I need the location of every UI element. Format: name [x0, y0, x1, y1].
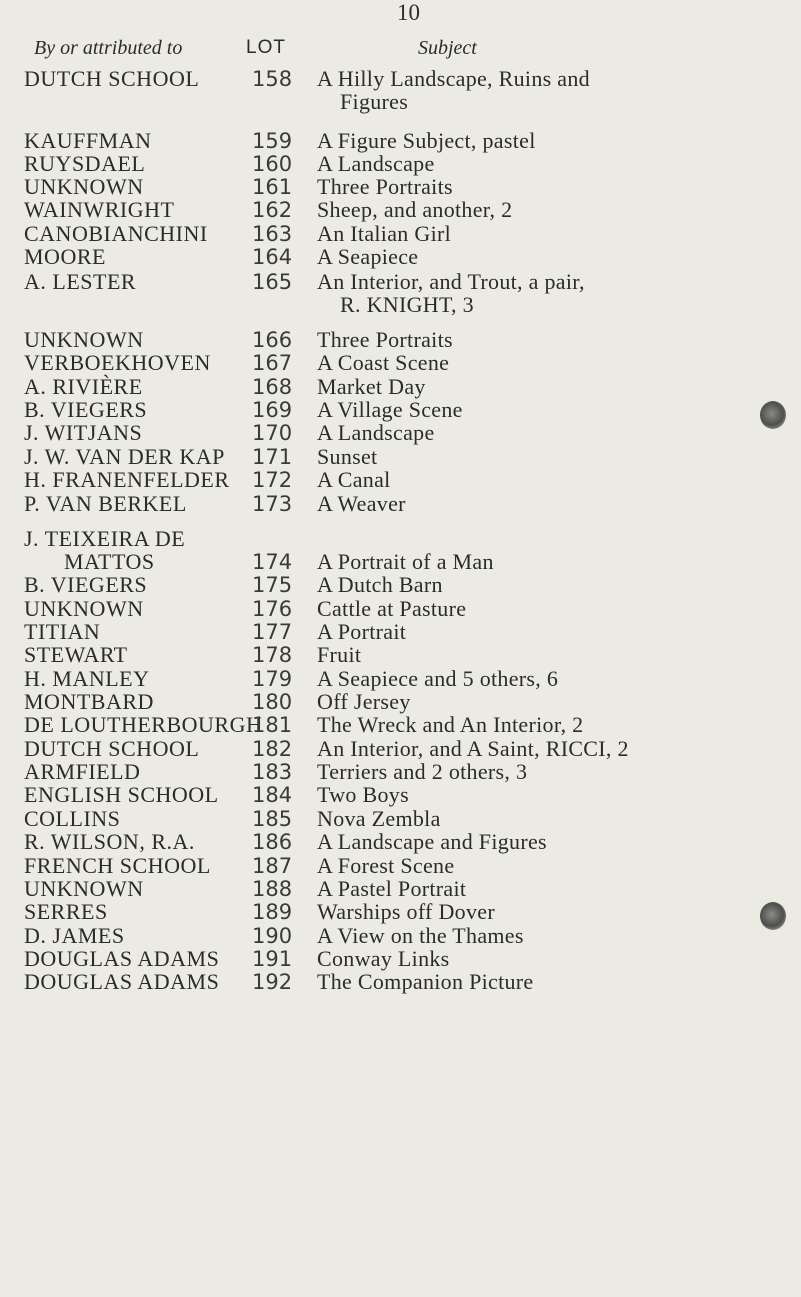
lot-number: 173 — [252, 492, 293, 516]
subject-column-header: Subject — [418, 37, 477, 59]
lot-number: 189 — [252, 900, 293, 924]
lot-number: 182 — [252, 737, 293, 761]
lot-number: 159 — [252, 129, 293, 153]
lot-column-header: LOT — [246, 37, 286, 58]
table-row — [0, 197, 801, 223]
artist-name: B. VIEGERS — [24, 397, 148, 422]
lot-number: 178 — [252, 643, 293, 667]
artist-name: A. RIVIÈRE — [24, 374, 143, 399]
table-row — [0, 491, 801, 517]
subject-title: A Seapiece — [317, 244, 419, 269]
lot-number: 175 — [252, 573, 293, 597]
lot-number: 188 — [252, 877, 293, 901]
artist-name: VERBOEKHOVEN — [24, 350, 211, 375]
lot-number: 170 — [252, 421, 293, 445]
table-row — [0, 572, 801, 598]
artist-name: COLLINS — [24, 806, 121, 831]
artist-name: P. VAN BERKEL — [24, 491, 187, 516]
subject-title: Sunset — [317, 444, 378, 469]
lot-number: 166 — [252, 328, 293, 352]
subject-title: An Italian Girl — [317, 221, 452, 246]
artist-name: UNKNOWN — [24, 174, 144, 199]
lot-number: 184 — [252, 783, 293, 807]
lot-number: 187 — [252, 854, 293, 878]
subject-title: An Interior, and Trout, a pair, — [317, 269, 585, 294]
lot-number: 185 — [252, 807, 293, 831]
lot-number: 165 — [252, 270, 293, 294]
subject-title: A Pastel Portrait — [317, 876, 467, 901]
artist-name: FRENCH SCHOOL — [24, 853, 211, 878]
subject-title: The Wreck and An Interior, 2 — [317, 712, 584, 737]
table-row — [0, 782, 801, 808]
binding-hole-lower — [760, 902, 786, 930]
artist-name: MONTBARD — [24, 689, 154, 714]
lot-number: 186 — [252, 830, 293, 854]
lot-number: 191 — [252, 947, 293, 971]
artist-name: TITIAN — [24, 619, 101, 644]
artist-name: KAUFFMAN — [24, 128, 152, 153]
artist-name: UNKNOWN — [24, 596, 144, 621]
binding-hole-upper — [760, 401, 786, 429]
subject-title: A Hilly Landscape, Ruins and — [317, 66, 590, 91]
subject-title: Three Portraits — [317, 327, 453, 352]
subject-title: A Village Scene — [317, 397, 463, 422]
lot-number: 181 — [252, 713, 293, 737]
subject-title: A Seapiece and 5 others, 6 — [317, 666, 559, 691]
artist-name: UNKNOWN — [24, 327, 144, 352]
artist-name: WAINWRIGHT — [24, 197, 175, 222]
subject-title: A Landscape — [317, 151, 435, 176]
artist-name: CANOBIANCHINI — [24, 221, 208, 246]
subject-title: Sheep, and another, 2 — [317, 197, 513, 222]
artist-name: DE LOUTHERBOURGH — [24, 712, 263, 737]
lot-number: 174 — [252, 550, 293, 574]
table-row — [0, 420, 801, 446]
artist-name: DUTCH SCHOOL — [24, 66, 200, 91]
table-row — [0, 712, 801, 738]
subject-title: A Figure Subject, pastel — [317, 128, 536, 153]
subject-title: Conway Links — [317, 946, 450, 971]
subject-continuation: Figures — [340, 89, 409, 114]
subject-title: A Forest Scene — [317, 853, 455, 878]
lot-number: 180 — [252, 690, 293, 714]
table-row-continuation — [0, 292, 801, 318]
lot-number: 167 — [252, 351, 293, 375]
lot-number: 158 — [252, 67, 293, 91]
table-row — [0, 467, 801, 493]
subject-title: A View on the Thames — [317, 923, 524, 948]
lot-number: 161 — [252, 175, 293, 199]
subject-title: A Dutch Barn — [317, 572, 443, 597]
lot-number: 163 — [252, 222, 293, 246]
subject-continuation: R. KNIGHT, 3 — [340, 292, 474, 317]
artist-name: MATTOS — [64, 549, 155, 574]
subject-title: A Landscape — [317, 420, 435, 445]
lot-number: 192 — [252, 970, 293, 994]
subject-title: Warships off Dover — [317, 899, 495, 924]
subject-title: The Companion Picture — [317, 969, 534, 994]
lot-number: 176 — [252, 597, 293, 621]
subject-title: Market Day — [317, 374, 426, 399]
artist-name: DUTCH SCHOOL — [24, 736, 200, 761]
artist-name: ARMFIELD — [24, 759, 141, 784]
subject-title: Off Jersey — [317, 689, 411, 714]
table-row — [0, 642, 801, 668]
table-row — [0, 244, 801, 270]
subject-title: Terriers and 2 others, 3 — [317, 759, 528, 784]
lot-number: 164 — [252, 245, 293, 269]
artist-name: J. W. VAN DER KAP — [24, 444, 225, 469]
lot-number: 171 — [252, 445, 293, 469]
lot-number: 179 — [252, 667, 293, 691]
artist-name: ENGLISH SCHOOL — [24, 782, 219, 807]
artist-column-header: By or attributed to — [34, 37, 183, 59]
lot-number: 190 — [252, 924, 293, 948]
subject-title: Fruit — [317, 642, 362, 667]
lot-number: 169 — [252, 398, 293, 422]
artist-name: R. WILSON, R.A. — [24, 829, 195, 854]
subject-title: A Coast Scene — [317, 350, 450, 375]
subject-title: A Portrait — [317, 619, 407, 644]
subject-title: A Canal — [317, 467, 391, 492]
artist-name: RUYSDAEL — [24, 151, 146, 176]
lot-number: 160 — [252, 152, 293, 176]
lot-number: 162 — [252, 198, 293, 222]
artist-name: A. LESTER — [24, 269, 137, 294]
artist-name: D. JAMES — [24, 923, 125, 948]
lot-number: 172 — [252, 468, 293, 492]
artist-name: B. VIEGERS — [24, 572, 148, 597]
artist-name: SERRES — [24, 899, 108, 924]
subject-title: A Portrait of a Man — [317, 549, 494, 574]
artist-name: DOUGLAS ADAMS — [24, 946, 220, 971]
artist-name: MOORE — [24, 244, 106, 269]
table-row — [0, 969, 801, 995]
artist-name: UNKNOWN — [24, 876, 144, 901]
lot-number: 177 — [252, 620, 293, 644]
artist-name: J. WITJANS — [24, 420, 143, 445]
subject-title: Two Boys — [317, 782, 409, 807]
lot-number: 183 — [252, 760, 293, 784]
subject-title: An Interior, and A Saint, RICCI, 2 — [317, 736, 629, 761]
artist-name: H. FRANENFELDER — [24, 467, 230, 492]
page-number: 10 — [397, 0, 420, 25]
table-row — [0, 899, 801, 925]
subject-title: A Landscape and Figures — [317, 829, 547, 854]
table-row — [0, 350, 801, 376]
artist-name: DOUGLAS ADAMS — [24, 969, 220, 994]
subject-title: Cattle at Pasture — [317, 596, 467, 621]
table-row — [0, 829, 801, 855]
artist-name: H. MANLEY — [24, 666, 150, 691]
artist-name: STEWART — [24, 642, 128, 667]
subject-title: A Weaver — [317, 491, 406, 516]
subject-title: Nova Zembla — [317, 806, 441, 831]
subject-title: Three Portraits — [317, 174, 453, 199]
lot-number: 168 — [252, 375, 293, 399]
table-row-continuation — [0, 89, 801, 115]
artist-name: J. TEIXEIRA DE — [24, 526, 186, 551]
